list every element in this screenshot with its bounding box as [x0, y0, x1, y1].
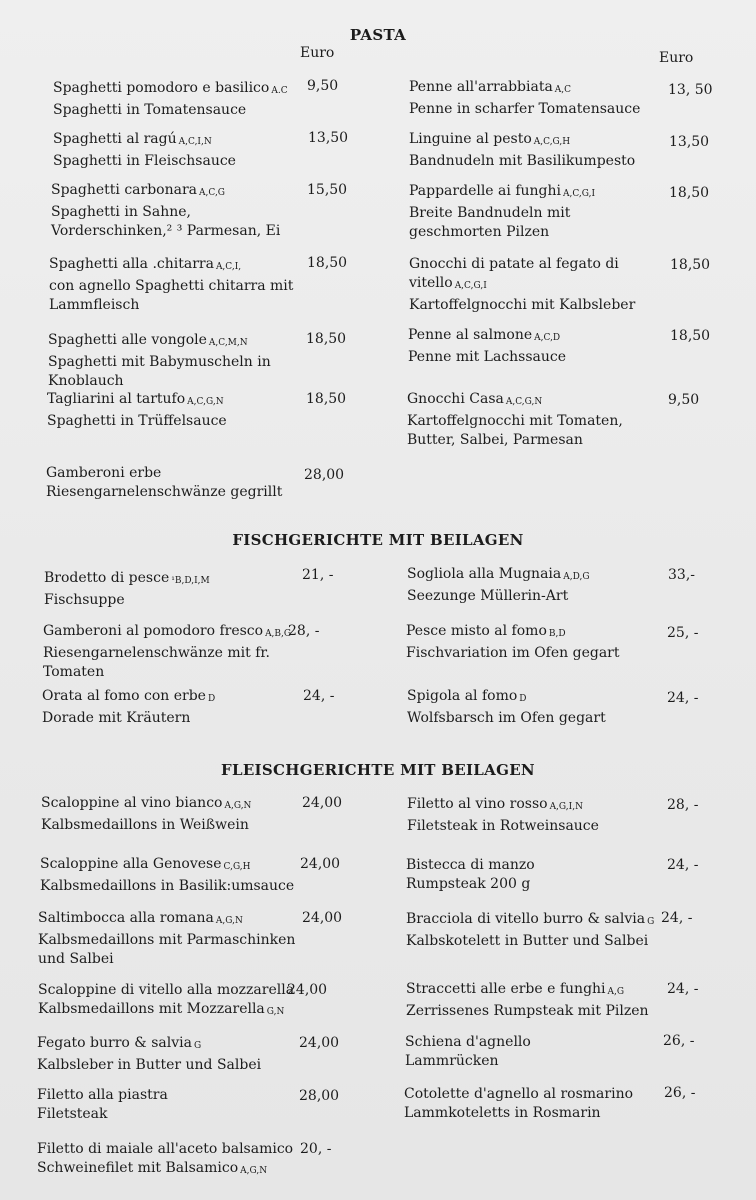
dish-description-text: Schweinefilet mit Balsamico [37, 1160, 239, 1176]
dish-name-text: Spigola al fomo [407, 688, 518, 704]
dish-name-text: Spaghetti pomodoro e basilico [53, 80, 270, 96]
dish-name-text: Gnocchi Casa [407, 391, 504, 407]
dish-price: 28,00 [299, 1088, 340, 1104]
allergen-codes: A,C,I, [215, 262, 242, 272]
allergen-codes: A,C,G,I [562, 189, 596, 199]
allergen-codes: A,C,G,H [533, 137, 571, 147]
dish-price: 24, - [667, 857, 699, 873]
allergen-codes: A,C,D [534, 333, 561, 343]
dish-description-german [43, 644, 333, 682]
menu-item [406, 980, 656, 1021]
dish-price: 25, - [667, 625, 699, 641]
dish-name-text: Spaghetti alla .chitarra [49, 256, 214, 272]
allergen-codes: A,C,I,N [178, 137, 212, 147]
dish-description-german [47, 412, 297, 431]
dish-description-text: Kalbsmedaillons in Basilik:umsauce [40, 878, 295, 894]
allergen-codes: A,B,G [265, 629, 292, 639]
menu-item [51, 181, 311, 241]
dish-name-italian [406, 856, 656, 875]
dish-name-text: Tagliarini al tartufo [47, 391, 186, 407]
dish-name-text: Bistecca di manzo [406, 857, 535, 873]
dish-description-text: Kalbskotelett in Butter und Salbei [406, 933, 649, 949]
dish-price: 18,50 [306, 391, 347, 407]
menu-item [404, 1085, 664, 1123]
dish-price: 24, - [667, 690, 699, 706]
dish-price: 26, - [664, 1085, 696, 1101]
allergen-codes: A,C,G [199, 188, 225, 198]
dish-price: 18,50 [306, 331, 347, 347]
dish-name-italian [53, 79, 293, 101]
dish-name-text: Brodetto di pesce [44, 570, 170, 586]
dish-description-text: Filetsteak [37, 1106, 108, 1122]
allergen-codes: D [519, 694, 527, 704]
dish-description-text: Riesengarnelenschwänze gegrillt [46, 484, 283, 500]
menu-item [47, 390, 297, 431]
dish-price: 13,50 [669, 134, 710, 150]
dish-price: 33,- [668, 567, 695, 583]
menu-item [44, 569, 284, 610]
dish-name-text: Straccetti alle erbe e funghi [406, 981, 606, 997]
allergen-codes: A,C,G,N [187, 397, 224, 407]
dish-description-text: Lammrücken [405, 1053, 499, 1069]
dish-price: 24,00 [302, 795, 343, 811]
menu-item [409, 182, 659, 242]
dish-description-german [406, 875, 656, 894]
dish-price: 24,00 [287, 982, 328, 998]
dish-description-text: Lammkoteletts in Rosmarin [404, 1105, 601, 1121]
dish-name-italian [40, 855, 300, 877]
dish-name-text: Fegato burro & salvia [37, 1035, 192, 1051]
allergen-codes: A,G,N [224, 801, 252, 811]
dish-description-german [407, 817, 657, 836]
dish-description-text: Fischvariation im Ofen gegart [406, 645, 620, 661]
dish-name-italian [407, 565, 657, 587]
dish-price: 15,50 [307, 182, 348, 198]
dish-description-text: Riesengarnelenschwänze mit fr. Tomaten [43, 645, 270, 680]
allergen-codes: A,G,I,N [549, 802, 583, 812]
dish-description-text: Spaghetti in Trüffelsauce [47, 413, 227, 429]
dish-name-italian [37, 1140, 307, 1159]
dish-description-german [404, 1104, 664, 1123]
dish-name-text: Scaloppine al vino bianco [41, 795, 223, 811]
menu-item [407, 390, 657, 450]
dish-description-german [409, 204, 659, 242]
allergen-codes: D [207, 694, 216, 704]
dish-name-italian [41, 794, 291, 816]
dish-name-text: Bracciola di vitello burro & salvia [406, 911, 646, 927]
dish-description-text: Spaghetti in Sahne, Vorderschinken,² ³ Parmesan, Ei [51, 204, 281, 239]
dish-name-italian [408, 326, 658, 348]
dish-name-italian [405, 1033, 655, 1052]
dish-description-german [409, 100, 659, 119]
dish-name-italian [46, 464, 286, 483]
menu-item [40, 855, 300, 896]
dish-price: 24, - [667, 981, 699, 997]
dish-name-text: Filetto alla piastra [37, 1087, 168, 1103]
dish-description-german [406, 644, 656, 663]
menu-item [48, 331, 348, 391]
allergen-codes: G [647, 917, 655, 927]
dish-price: 24,00 [302, 910, 343, 926]
dish-description-german [405, 1052, 655, 1071]
menu-item [408, 326, 658, 367]
dish-name-italian [406, 980, 656, 1002]
dish-name-text: Pesce misto al fomo [406, 623, 547, 639]
dish-name-italian [409, 78, 659, 100]
dish-price: 24,00 [299, 1035, 340, 1051]
allergen-codes: A.C [271, 86, 288, 96]
allergen-codes: A,C,M,N [208, 338, 248, 348]
dish-price: 13, 50 [668, 82, 713, 98]
dish-price: 24, - [303, 688, 335, 704]
menu-item [409, 78, 659, 119]
allergen-codes: A,C [554, 85, 572, 95]
dish-name-text: Scaloppine di vitello alla mozzarella [38, 982, 295, 998]
dish-name-text: Penne all'arrabbiata [409, 79, 553, 95]
dish-name-italian [38, 981, 298, 1000]
menu-item [41, 794, 291, 835]
dish-description-german [37, 1159, 307, 1181]
dish-name-italian [409, 255, 659, 296]
allergen-codes: A,C,G,N [505, 397, 543, 407]
dish-description-german [409, 296, 659, 315]
dish-name-text: Schiena d'agnello [405, 1034, 531, 1050]
dish-description-german [42, 709, 282, 728]
section-heading-fleisch: FLEISCHGERICHTE MIT BEILAGEN [221, 761, 535, 779]
currency-label-left: Euro [300, 45, 335, 61]
menu-item [53, 130, 293, 171]
dish-price: 28,00 [304, 467, 345, 483]
dish-name-text: Filetto al vino rosso [407, 796, 548, 812]
dish-description-german [40, 877, 300, 896]
dish-name-text: Cotolette d'agnello al rosmarino [404, 1086, 634, 1102]
dish-name-text: Gamberoni erbe [46, 465, 162, 481]
dish-description-german [38, 1000, 298, 1022]
dish-name-italian [37, 1034, 287, 1056]
menu-item [53, 79, 293, 120]
dish-description-text: Penne in scharfer Tomatensauce [409, 101, 641, 117]
menu-item [405, 1033, 655, 1071]
menu-item [406, 910, 666, 951]
dish-description-text: Kartoffelgnocchi mit Tomaten, Butter, Salbei, Parmesan [407, 413, 623, 448]
dish-description-german [51, 203, 311, 241]
dish-name-italian [406, 622, 656, 644]
menu-item [42, 687, 282, 728]
dish-price: 20, - [300, 1141, 332, 1157]
dish-name-text: Sogliola alla Mugnaia [407, 566, 562, 582]
section-heading-fisch: FISCHGERICHTE MIT BEILAGEN [232, 531, 524, 549]
dish-name-text: Pappardelle ai funghi [409, 183, 561, 199]
dish-description-text: Seezunge Müllerin-Art [407, 588, 569, 604]
dish-description-german [44, 591, 284, 610]
dish-price: 18,50 [670, 328, 711, 344]
dish-name-italian [37, 1086, 287, 1105]
dish-description-german [407, 709, 657, 728]
dish-description-german [407, 412, 657, 450]
allergen-codes: A,G [607, 987, 625, 997]
dish-description-german [41, 816, 291, 835]
dish-description-text: Kalbsmedaillons mit Mozzarella [38, 1001, 265, 1017]
dish-price: 21, - [302, 567, 334, 583]
dish-description-text: Breite Bandnudeln mit geschmorten Pilzen [409, 205, 571, 240]
dish-price: 18,50 [307, 255, 348, 271]
dish-price: 9,50 [307, 78, 339, 94]
section-heading-pasta: PASTA [349, 26, 407, 44]
dish-description-german [406, 932, 666, 951]
dish-description-text: Kalbsleber in Butter und Salbei [37, 1057, 262, 1073]
dish-price: 24,00 [300, 856, 341, 872]
dish-description-text: Bandnudeln mit Basilikumpesto [409, 153, 636, 169]
dish-description-german [37, 1105, 287, 1124]
dish-name-italian [44, 569, 284, 591]
dish-description-german [409, 152, 659, 171]
menu-item [37, 1140, 307, 1181]
menu-item [406, 622, 656, 663]
dish-name-text: Orata al fomo con erbe [42, 688, 206, 704]
dish-description-text: Filetsteak in Rotweinsauce [407, 818, 599, 834]
dish-name-italian [47, 390, 297, 412]
dish-name-italian [409, 130, 659, 152]
dish-name-text: Gamberoni al pomodoro fresco [43, 623, 264, 639]
dish-price: 13,50 [308, 130, 349, 146]
dish-name-text: Spaghetti alle vongole [48, 332, 207, 348]
dish-price: 28, - [288, 623, 320, 639]
dish-description-german [406, 1002, 656, 1021]
dish-description-german [408, 348, 658, 367]
dish-name-italian [407, 795, 657, 817]
dish-description-text: Spaghetti in Tomatensauce [53, 102, 247, 118]
dish-price: 28, - [667, 797, 699, 813]
dish-description-text: con agnello Spaghetti chitarra mit Lammfleisch [49, 278, 294, 313]
dish-description-german [53, 101, 293, 120]
allergen-codes: A,G,N [215, 916, 243, 926]
menu-item [406, 856, 656, 894]
dish-description-german [53, 152, 293, 171]
dish-description-text: Zerrissenes Rumpsteak mit Pilzen [406, 1003, 649, 1019]
dish-name-italian [49, 255, 299, 277]
allergen-codes: G,N [266, 1007, 285, 1017]
dish-description-german [38, 931, 298, 969]
dish-name-italian [409, 182, 659, 204]
dish-name-italian [51, 181, 311, 203]
currency-label-right: Euro [659, 50, 694, 66]
dish-description-text: Dorade mit Kräutern [42, 710, 191, 726]
dish-price: 26, - [663, 1033, 695, 1049]
dish-name-text: Gnocchi di patate al fegato di vitello [409, 256, 619, 291]
menu-item [409, 130, 659, 171]
menu-item [49, 255, 299, 315]
dish-name-text: Spaghetti al ragú [53, 131, 177, 147]
dish-description-text: Kartoffelgnocchi mit Kalbsleber [409, 297, 636, 313]
dish-price: 24, - [661, 910, 693, 926]
dish-description-text: Penne mit Lachssauce [408, 349, 567, 365]
dish-name-text: Filetto di maiale all'aceto balsamico [37, 1141, 294, 1157]
dish-description-text: Fischsuppe [44, 592, 125, 608]
menu-item [37, 1034, 287, 1075]
allergen-codes: G [193, 1041, 202, 1051]
dish-name-text: Linguine al pesto [409, 131, 532, 147]
menu-item [407, 565, 657, 606]
allergen-codes: A,D,G [563, 572, 590, 582]
dish-description-german [49, 277, 299, 315]
dish-price: 9,50 [668, 392, 700, 408]
dish-name-italian [407, 390, 657, 412]
dish-name-text: Saltimbocca alla romana [38, 910, 214, 926]
menu-item [38, 909, 298, 969]
menu-item [46, 464, 286, 502]
dish-name-text: Spaghetti carbonara [51, 182, 198, 198]
dish-name-italian [53, 130, 293, 152]
dish-description-text: Wolfsbarsch im Ofen gegart [407, 710, 606, 726]
menu-item [37, 1086, 287, 1124]
dish-description-text: Kalbsmedaillons in Weißwein [41, 817, 249, 833]
dish-description-text: Spaghetti mit Babymuscheln in Knoblauch [48, 354, 271, 389]
dish-name-italian [406, 910, 666, 932]
menu-item [409, 255, 659, 315]
allergen-codes: B,D [548, 629, 566, 639]
menu-item [38, 981, 298, 1022]
dish-name-italian [407, 687, 657, 709]
dish-description-text: Spaghetti in Fleischsauce [53, 153, 236, 169]
allergen-codes: A,C,G,I [454, 281, 487, 291]
menu-item [407, 687, 657, 728]
dish-name-italian [38, 909, 298, 931]
allergen-codes: ¹B,D,I,M [171, 576, 210, 586]
dish-description-german [46, 483, 286, 502]
dish-description-german [407, 587, 657, 606]
dish-name-text: Scaloppine alla Genovese [40, 856, 222, 872]
dish-description-german [37, 1056, 287, 1075]
dish-name-italian [404, 1085, 664, 1104]
allergen-codes: A,G,N [240, 1166, 268, 1176]
menu-item [407, 795, 657, 836]
dish-price: 18,50 [670, 257, 711, 273]
dish-name-italian [42, 687, 282, 709]
allergen-codes: C,G,H [223, 862, 251, 872]
dish-name-text: Penne al salmone [408, 327, 533, 343]
dish-description-text: Rumpsteak 200 g [406, 876, 531, 892]
dish-name-italian [48, 331, 348, 353]
dish-price: 18,50 [669, 185, 710, 201]
dish-description-text: Kalbsmedaillons mit Parmaschinken und Salbei [38, 932, 296, 967]
dish-description-german [48, 353, 348, 391]
